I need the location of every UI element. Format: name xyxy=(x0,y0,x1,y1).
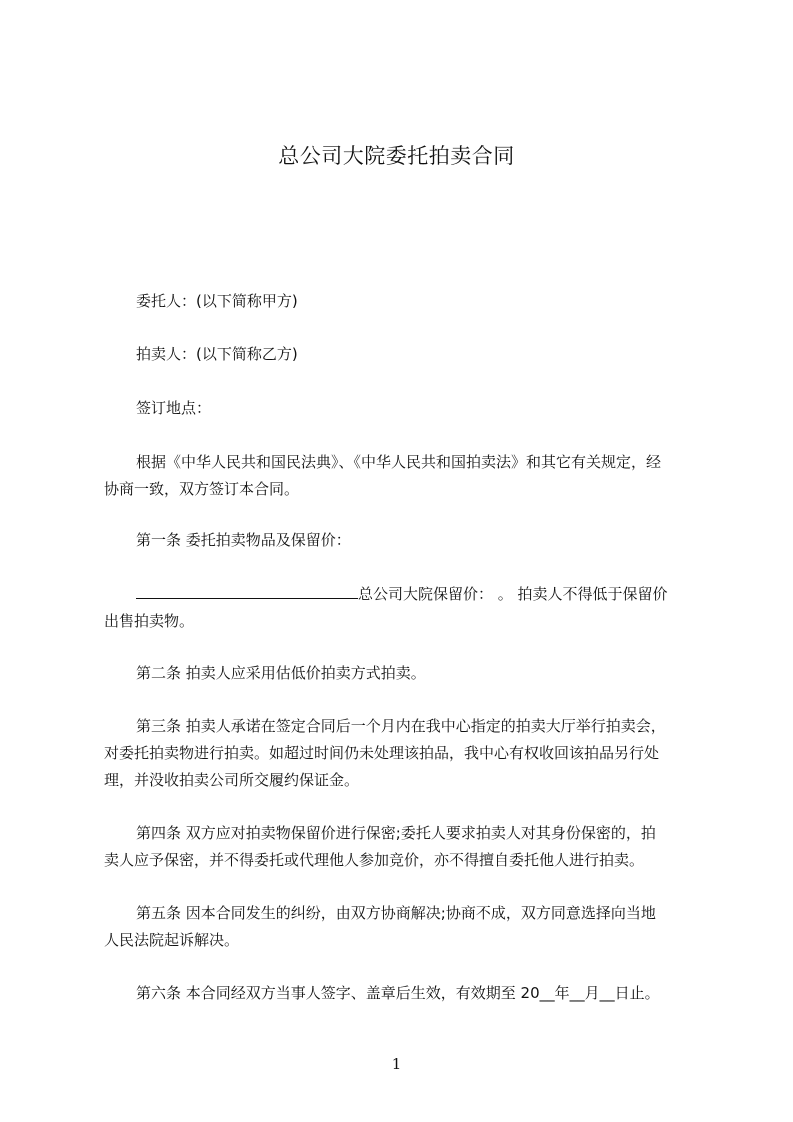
article-5-line-2: 人民法院起诉解决。 xyxy=(104,931,240,949)
preamble-line-1: 根据《中华人民共和国民法典》、《中华人民共和国拍卖法》和其它有关规定，经 xyxy=(136,453,662,471)
article-1-line-2: 出售拍卖物。 xyxy=(104,612,195,630)
preamble-paragraph xyxy=(104,449,701,503)
article-6-line: 第六条 本合同经双方当事人签字、盖章后生效，有效期至 20__年__月__日止。 xyxy=(136,984,660,1002)
article-1-heading: 第一条 委托拍卖物品及保留价： xyxy=(136,531,351,549)
article-1-body xyxy=(104,580,701,635)
party-a-line: 委托人：(以下简称甲方) xyxy=(136,292,298,310)
document-title: 总公司大院委托拍卖合同 xyxy=(278,144,515,168)
article-3-paragraph xyxy=(104,713,701,794)
article-5-line-1: 第五条 因本合同发生的纠纷，由双方协商解决;协商不成，双方同意选择向当地 xyxy=(136,904,656,922)
party-b-line: 拍卖人：(以下简称乙方) xyxy=(136,345,298,363)
article-5-paragraph xyxy=(104,900,701,954)
article-3-line-2: 对委托拍卖物进行拍卖。如超过时间仍未处理该拍品，我中心有权收回该拍品另行处 xyxy=(104,744,660,762)
page-number: 1 xyxy=(391,1055,402,1073)
article-4-line-2: 卖人应予保密，并不得委托或代理他人参加竞价，亦不得擅自委托他人进行拍卖。 xyxy=(104,851,645,869)
item-name-blank xyxy=(136,580,358,599)
article-4-line-1: 第四条 双方应对拍卖物保留价进行保密;委托人要求拍卖人对其身份保密的，拍 xyxy=(136,824,656,842)
article-3-line-1: 第三条 拍卖人承诺在签定合同后一个月内在我中心指定的拍卖大厅举行拍卖会， xyxy=(136,717,666,735)
article-2-line: 第二条 拍卖人应采用估低价拍卖方式拍卖。 xyxy=(136,664,426,682)
article-3-line-3: 理，并没收拍卖公司所交履约保证金。 xyxy=(104,771,360,789)
article-4-paragraph xyxy=(104,820,701,874)
article-1-line-1-text: 总公司大院保留价： 。 拍卖人不得低于保留价 xyxy=(358,585,668,603)
article-1-line-1 xyxy=(104,580,701,608)
sign-place-line: 签订地点： xyxy=(136,399,212,417)
preamble-line-2: 协商一致，双方签订本合同。 xyxy=(104,480,300,498)
